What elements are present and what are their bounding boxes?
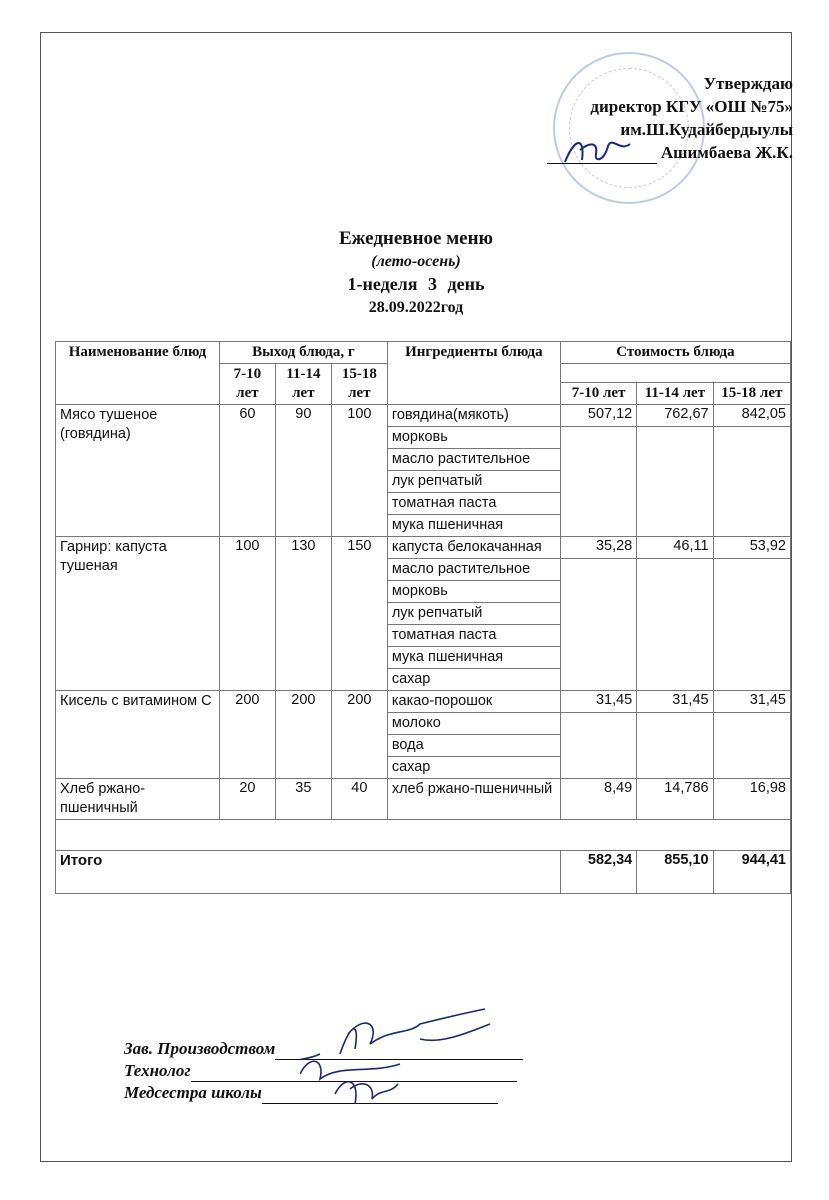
yield-value: 90 (275, 405, 331, 537)
table-row (56, 691, 791, 713)
director-name: Ашимбаева Ж.К. (660, 143, 793, 162)
cost-empty (560, 427, 636, 537)
approval-line-1: Утверждаю (703, 74, 793, 93)
director-signature (560, 132, 640, 172)
ingredient: лук репчатый (387, 603, 560, 625)
cost-empty (560, 713, 636, 779)
approval-line-3: им.Ш.Кудайбердыулы (620, 120, 793, 139)
header-yield-age-7-10: 7-10 лет (219, 364, 275, 405)
header-yield-age-11-14: 11-14 лет (275, 364, 331, 405)
header-cost-age-7-10: 7-10 лет (560, 383, 636, 405)
cost-value: 31,45 (637, 691, 713, 713)
season-subtitle: (лето-осень) (371, 253, 461, 270)
ingredient: томатная паста (387, 625, 560, 647)
ingredient: масло растительное (387, 449, 560, 471)
total-label: Итого (56, 851, 561, 894)
total-value: 582,34 (560, 851, 636, 894)
dish-name: Хлеб ржано-пшеничный (56, 779, 220, 820)
cost-value: 53,92 (713, 537, 790, 559)
header-cost-spacer (560, 364, 790, 383)
cost-value: 842,05 (713, 405, 790, 427)
header-yield-age-15-18: 15-18 лет (331, 364, 387, 405)
cost-value: 762,67 (637, 405, 713, 427)
total-value: 944,41 (713, 851, 790, 894)
yield-value: 130 (275, 537, 331, 691)
approval-line-2: директор КГУ «ОШ №75» (590, 97, 793, 116)
menu-table (55, 341, 791, 894)
dish-name: Гарнир: капуста тушеная (56, 537, 220, 691)
ingredient: хлеб ржано-пшеничный (387, 779, 560, 820)
cost-value: 46,11 (637, 537, 713, 559)
cost-empty (713, 713, 790, 779)
yield-value: 200 (275, 691, 331, 779)
cost-value: 14,786 (637, 779, 713, 820)
cost-empty (713, 559, 790, 691)
title-block (40, 226, 792, 319)
yield-value: 150 (331, 537, 387, 691)
cost-value: 35,28 (560, 537, 636, 559)
cost-value: 31,45 (713, 691, 790, 713)
empty-cell (56, 820, 791, 851)
empty-row (56, 820, 791, 851)
yield-value: 100 (331, 405, 387, 537)
ingredient: вода (387, 735, 560, 757)
cost-empty (713, 427, 790, 537)
table-row (56, 405, 791, 427)
signature-production-label: Зав. Производством (124, 1039, 276, 1058)
dish-name: Кисель с витамином С (56, 691, 220, 779)
ingredient: томатная паста (387, 493, 560, 515)
cost-value: 31,45 (560, 691, 636, 713)
total-row (56, 851, 791, 894)
yield-value: 40 (331, 779, 387, 820)
ingredient: какао-порошок (387, 691, 560, 713)
ingredient: сахар (387, 669, 560, 691)
header-cost-age-11-14: 11-14 лет (637, 383, 713, 405)
ingredient: сахар (387, 757, 560, 779)
ingredient: молоко (387, 713, 560, 735)
ingredient: говядина(мякоть) (387, 405, 560, 427)
cost-empty (637, 713, 713, 779)
table-row (56, 537, 791, 559)
cost-empty (637, 427, 713, 537)
yield-value: 100 (219, 537, 275, 691)
yield-value: 200 (219, 691, 275, 779)
header-ingredients: Ингредиенты блюда (387, 342, 560, 405)
yield-value: 35 (275, 779, 331, 820)
yield-value: 200 (331, 691, 387, 779)
yield-value: 60 (219, 405, 275, 537)
signature-nurse-label: Медсестра школы (124, 1083, 262, 1102)
table-row (56, 779, 791, 820)
handwritten-signatures (300, 1004, 500, 1124)
header-cost-age-15-18: 15-18 лет (713, 383, 790, 405)
ingredient: масло растительное (387, 559, 560, 581)
cost-value: 16,98 (713, 779, 790, 820)
ingredient: капуста белокачанная (387, 537, 560, 559)
menu-date: 28.09.2022год (368, 299, 464, 316)
cost-empty (637, 559, 713, 691)
yield-value: 20 (219, 779, 275, 820)
document-title: Ежедневное меню (338, 228, 494, 249)
ingredient: морковь (387, 581, 560, 603)
week-day: 1-неделя 3 день (347, 274, 485, 294)
cost-value: 507,12 (560, 405, 636, 427)
ingredient: лук репчатый (387, 471, 560, 493)
header-dish-name: Наименование блюд (56, 342, 220, 405)
ingredient: мука пшеничная (387, 515, 560, 537)
total-value: 855,10 (637, 851, 713, 894)
ingredient: мука пшеничная (387, 647, 560, 669)
dish-name: Мясо тушеное (говядина) (56, 405, 220, 537)
cost-value: 8,49 (560, 779, 636, 820)
ingredient: морковь (387, 427, 560, 449)
cost-empty (560, 559, 636, 691)
header-yield: Выход блюда, г (219, 342, 387, 364)
signature-technologist-label: Технолог (124, 1061, 191, 1080)
header-cost: Стоимость блюда (560, 342, 790, 364)
